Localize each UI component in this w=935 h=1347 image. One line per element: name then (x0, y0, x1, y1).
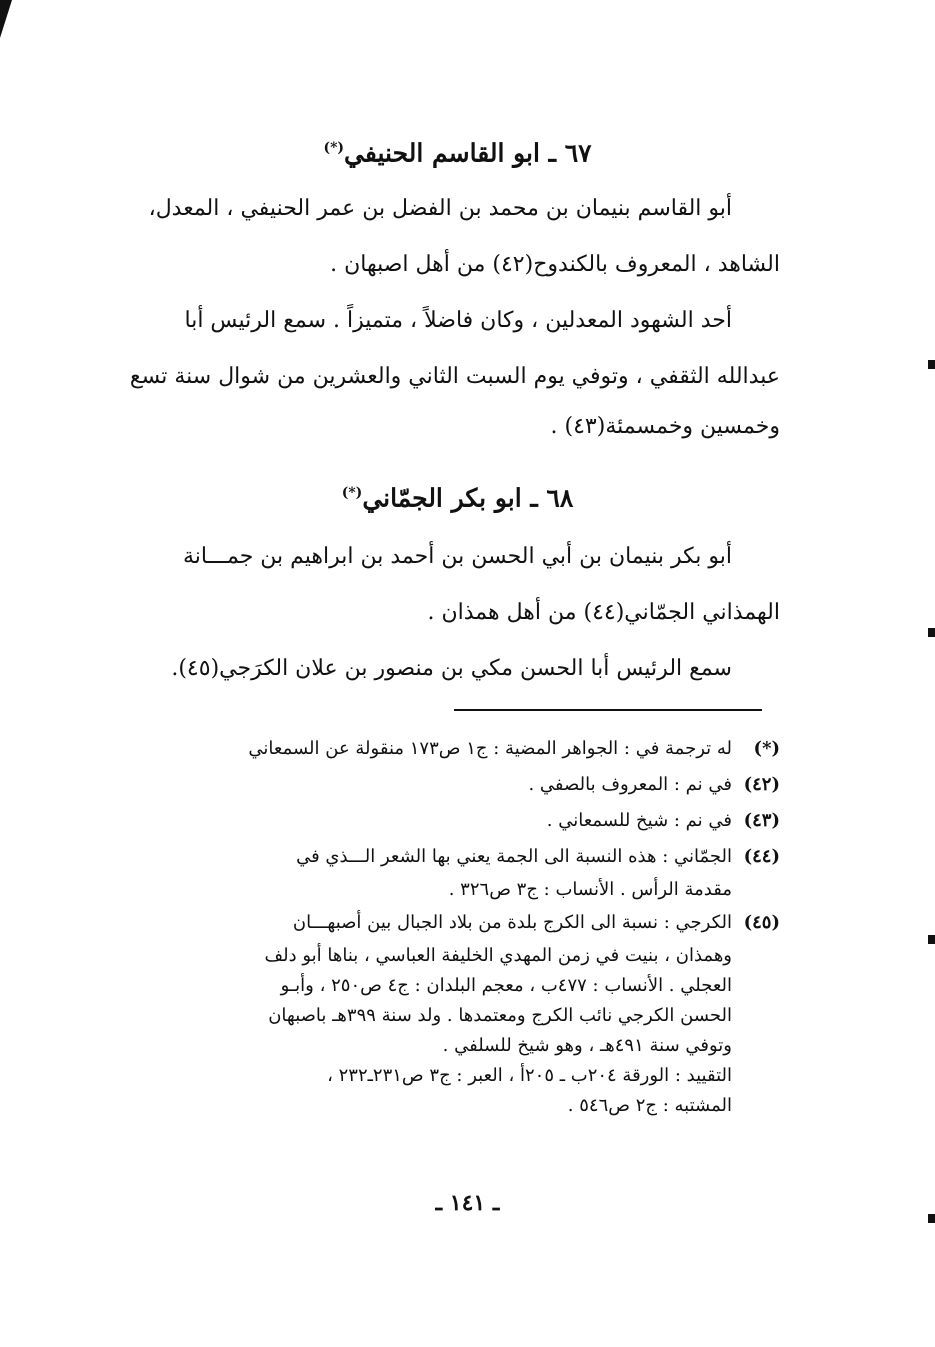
footnote-text: له ترجمة في : الجواهر المضية : ج١ ص١٧٣ منقولة عن السمعاني (248, 737, 732, 759)
footnote-45-continued: وتوفي سنة ٤٩١هـ ، وهو شيخ للسلفي . (442, 1034, 732, 1056)
entry-67-note-mark: (*) (323, 140, 345, 156)
footnote-number: (٤٤) (743, 845, 780, 867)
entry-68-line-3: سمع الرئيس أبا الحسن مكي بن منصور بن علان الكرَجي(٤٥). (171, 655, 732, 681)
entry-67-title: ٦٧ ـ ابو القاسم الحنيفي (344, 138, 592, 168)
footnote-44 (135, 839, 780, 875)
footnote-45-continued: العجلي . الأنساب : ٤٧٧ب ، معجم البلدان : ج٤ ص٢٥٠ ، وأبـو (280, 974, 732, 996)
footnote-45-continued: وهمذان ، بنيت في زمن المهدي الخليفة العباسي ، بناها أبو دلف (264, 944, 732, 966)
edge-scan-mark-1 (928, 360, 935, 369)
entry-68-line-1: أبو بكر بنيمان بن أبي الحسن بن أحمد بن ابراهيم بن جمـــانة (183, 543, 732, 569)
footnote-number: (*) (753, 737, 780, 759)
entry-67-line-5: وخمسين وخمسمئة(٤٣) . (550, 414, 780, 440)
footnote-star (135, 731, 780, 767)
footnote-45-continued: المشتبه : ج٢ ص٥٤٦ . (567, 1094, 732, 1116)
footnote-text: الكرجي : نسبة الى الكرج بلدة من بلاد الجبال بين أصبهـــان (292, 911, 732, 933)
edge-scan-mark-2 (928, 628, 935, 637)
entry-67-line-3: أحد الشهود المعدلين ، وكان فاضلاً ، متميزاً . سمع الرئيس أبا (184, 308, 732, 334)
entry-67-line-2: الشاهد ، المعروف بالكندوح(٤٢) من أهل اصبهان . (330, 252, 780, 278)
footnote-divider (454, 709, 762, 711)
footnote-45-continued: التقييد : الورقة ٢٠٤ب ـ ٢٠٥أ ، العبر : ج٣ ص٢٣١ـ٢٣٢ ، (327, 1064, 732, 1086)
entry-67-line-4: عبدالله الثقفي ، وتوفي يوم السبت الثاني والعشرين من شوال سنة تسع (129, 364, 780, 390)
entry-67-line-1: أبو القاسم بنيمان بن محمد بن الفضل بن عمر الحنيفي ، المعدل، (148, 196, 732, 222)
footnote-45 (135, 905, 780, 941)
entry-68-title: ٦٨ ـ ابو بكر الجمّاني (362, 483, 574, 513)
footnote-44-continued: مقدمة الرأس . الأنساب : ج٣ ص٣٢٦ . (448, 878, 732, 900)
edge-scan-mark-3 (928, 935, 935, 944)
entry-68-note-mark: (*) (341, 485, 363, 502)
footnote-number: (٤٣) (743, 809, 780, 831)
page-number: ـ ١٤١ ـ (435, 1190, 500, 1216)
footnote-43 (135, 803, 780, 839)
footnote-text: في نم : شيخ للسمعاني . (546, 809, 732, 831)
footnotes (135, 731, 780, 1121)
footnote-text: الجمّاني : هذه النسبة الى الجمة يعني بها الشعر الـــذي في (296, 845, 732, 867)
footnote-42 (135, 767, 780, 803)
footnote-number: (٤٢) (743, 773, 780, 795)
footnote-text: في نم : المعروف بالصفي . (528, 773, 732, 795)
entry-67-heading (135, 128, 780, 173)
entry-68-line-2: الهمذاني الجمّاني(٤٤) من أهل همذان . (427, 599, 780, 625)
entry-68-heading (135, 473, 780, 518)
footnote-45-continued: الحسن الكرجي نائب الكرج ومعتمدها . ولد سنة ٣٩٩هـ باصبهان (268, 1004, 732, 1026)
corner-scan-mark (0, 0, 12, 38)
book-page (129, 128, 780, 1121)
footnote-number: (٤٥) (743, 911, 780, 933)
